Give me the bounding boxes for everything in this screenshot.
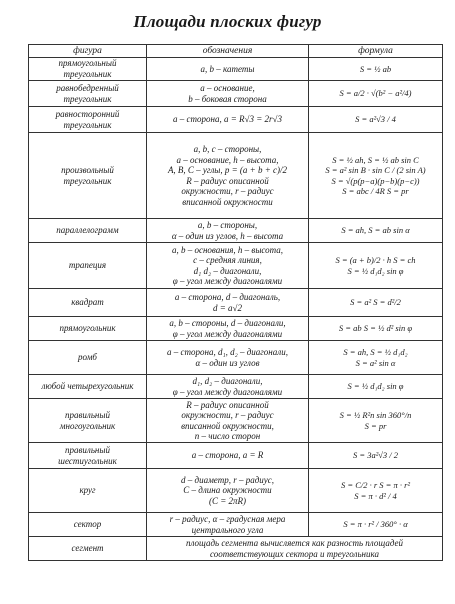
notation-cell — [147, 513, 309, 537]
notation-cell-line: окружности, r – радиус — [181, 410, 274, 420]
table-row — [29, 219, 443, 243]
notation-cell — [147, 133, 309, 219]
figure-cell — [29, 243, 147, 289]
figure-cell-line: правильный — [65, 409, 110, 420]
notation-cell-line: α – один из углов — [195, 357, 260, 368]
formula-cell — [309, 375, 443, 399]
figure-cell-line: многоугольник — [59, 420, 116, 431]
table-row — [29, 317, 443, 341]
notation-cell-line: d₁, d₂ – диагонали, — [192, 376, 263, 386]
formula-cell — [309, 341, 443, 375]
notation-cell-line: a – основание, — [200, 83, 255, 93]
notation-cell — [147, 317, 309, 341]
notation-cell-line: a – сторона, a = R√3 = 2r√3 — [173, 114, 282, 125]
notation-cell — [147, 375, 309, 399]
figure-cell: сегмент — [29, 537, 147, 561]
formula-cell — [309, 58, 443, 81]
notation-cell-line: C – длина окружности — [183, 485, 272, 496]
notation-cell-line: a, b – стороны, — [197, 220, 258, 230]
notation-cell-line: φ – угол между диагоналями — [172, 276, 283, 286]
figure-cell — [29, 469, 147, 513]
notation-cell-line: a, b – катеты — [200, 63, 255, 74]
figure-cell — [29, 133, 147, 219]
figure-cell — [29, 219, 147, 243]
figure-cell-line: квадрат — [71, 297, 104, 307]
notation-cell — [147, 243, 309, 289]
figure-cell-line: трапеция — [68, 260, 107, 270]
formula-cell-line: S = a² sin B · sin C / (2 sin A) — [325, 165, 426, 175]
formula-cell-line: S = ab S = ½ d² sin φ — [338, 323, 413, 334]
table-row — [29, 58, 443, 81]
figure-cell — [29, 58, 147, 81]
header-formula: формула — [309, 45, 443, 58]
formula-cell — [309, 513, 443, 537]
notation-cell-line: d₁ d₂ – диагонали, — [193, 265, 262, 276]
notation-cell-line: вписанной окружности, — [181, 420, 274, 431]
notation-cell — [147, 289, 309, 317]
notation-cell-line: a – сторона, a = R — [191, 450, 264, 461]
formula-cell — [309, 133, 443, 219]
figure-cell — [29, 107, 147, 133]
page-title: Площади плоских фигур — [133, 12, 322, 31]
table-header-row — [29, 45, 443, 58]
notation-cell — [147, 341, 309, 375]
notation-cell-line: (C = 2πR) — [208, 495, 247, 506]
formula-cell-line: S = ½ ah, S = ½ ab sin C — [332, 154, 419, 165]
table-row — [29, 341, 443, 375]
figure-cell-line: равносторонний — [55, 108, 120, 119]
formula-cell-line: S = pr — [364, 420, 387, 431]
formula-cell-line: S = ½ ab — [359, 63, 392, 74]
notation-cell-line: c – средняя линия, — [193, 255, 262, 265]
notation-cell-line: b – боковая сторона — [188, 93, 267, 104]
notation-cell-line: r – радиус, α – градусная мера — [169, 514, 286, 524]
figure-cell — [29, 513, 147, 537]
areas-table — [28, 44, 443, 561]
notation-cell-line: a, b, c – стороны, — [193, 144, 262, 154]
formula-cell-line: S = π · d² / 4 — [354, 490, 397, 501]
figure-cell — [29, 399, 147, 443]
figure-cell-line: любой четырехугольник — [41, 381, 134, 391]
notation-cell-line: a – сторона, d – диагональ, — [174, 292, 281, 302]
notation-cell — [147, 443, 309, 469]
notation-cell-line: d = a√2 — [212, 302, 242, 313]
notation-cell-line: n – число сторон — [194, 431, 261, 441]
notation-cell-line: d – диаметр, r – радиус, — [181, 474, 274, 485]
notation-cell-line: α – один из углов, h – высота — [171, 230, 284, 241]
figure-cell-line: сектор — [73, 519, 102, 529]
figure-cell-line: параллелограмм — [56, 225, 119, 235]
formula-cell — [309, 107, 443, 133]
formula-cell-line: S = ½ d₁d₂ sin φ — [347, 265, 404, 276]
table-row — [29, 81, 443, 107]
figure-cell-line: ромб — [78, 352, 97, 362]
notation-cell-line: a, b – основания, h – высота, — [171, 244, 284, 255]
notation-cell — [147, 58, 309, 81]
figure-cell — [29, 289, 147, 317]
figure-cell-line: круг — [79, 485, 96, 495]
table-row-segment — [29, 537, 443, 561]
formula-cell-line: S = (a + b)/2 · h S = ch — [335, 255, 416, 265]
formula-cell-line: S = ah, S = ab sin α — [341, 225, 410, 236]
figure-cell-line: равнобедренный — [56, 82, 119, 93]
notation-cell-line: a, b – стороны, d – диагонали, — [169, 318, 286, 328]
table-row — [29, 107, 443, 133]
figure-cell — [29, 375, 147, 399]
formula-cell — [309, 243, 443, 289]
notation-cell-line: окружности, r – радиус — [181, 186, 274, 196]
formula-cell-line: S = a² S = d²/2 — [350, 297, 401, 308]
formula-cell-line: S = 3a²√3 / 2 — [352, 450, 399, 461]
notation-cell — [147, 469, 309, 513]
figure-cell-line: прямоугольный — [58, 58, 117, 68]
header-notation: обозначения — [147, 45, 309, 58]
segment-description — [147, 537, 443, 561]
figure-cell — [29, 341, 147, 375]
table-body — [29, 58, 443, 561]
notation-cell-line: R – радиус описанной — [186, 399, 269, 410]
figure-cell-line: треугольник — [63, 119, 112, 130]
formula-cell — [309, 317, 443, 341]
table-row — [29, 399, 443, 443]
figure-cell-line: произвольный — [61, 164, 114, 175]
notation-cell-line: φ – угол между диагоналями — [172, 386, 283, 397]
formula-cell-line: S = C/2 · r S = π · r² — [340, 480, 411, 490]
formula-cell — [309, 219, 443, 243]
notation-cell-line: вписанной окружности — [182, 196, 273, 207]
table-row — [29, 133, 443, 219]
notation-cell — [147, 399, 309, 443]
notation-cell-line: φ – угол между диагоналями — [172, 328, 283, 339]
segment-description-line: площадь сегмента вычисляется как разность площадей — [185, 537, 404, 548]
formula-cell-line: S = π · r² / 360° · α — [343, 519, 408, 530]
formula-cell — [309, 469, 443, 513]
notation-cell — [147, 81, 309, 107]
figure-cell-line: правильный — [65, 444, 110, 455]
formula-cell-line: S = ½ R²n sin 360°/n — [339, 410, 412, 420]
figure-cell-line: шестиугольник — [58, 455, 117, 466]
table-row — [29, 375, 443, 399]
notation-cell-line: центрального угла — [191, 524, 264, 535]
formula-cell-line: S = ½ d₁d₂ sin φ — [347, 381, 404, 392]
formula-cell — [309, 443, 443, 469]
table-row — [29, 513, 443, 537]
formula-cell-line: S = abc / 4R S = pr — [342, 186, 409, 196]
formula-cell-line: S = √(p(p−a)(p−b)(p−c)) — [331, 175, 420, 186]
table-row — [29, 443, 443, 469]
table-row — [29, 469, 443, 513]
segment-description-line: соответствующих сектора и треугольника — [209, 548, 380, 559]
formula-cell-line: S = a² sin α — [355, 357, 396, 368]
formula-cell — [309, 399, 443, 443]
figure-cell-line: прямоугольник — [59, 323, 116, 333]
figure-cell-line: треугольник — [63, 93, 112, 104]
notation-cell — [147, 219, 309, 243]
figure-cell — [29, 317, 147, 341]
figure-cell-line: треугольник — [63, 69, 112, 79]
table-row — [29, 243, 443, 289]
figure-cell-line: треугольник — [63, 175, 112, 186]
figure-cell — [29, 81, 147, 107]
table-row — [29, 289, 443, 317]
formula-cell-line: S = a/2 · √(b² − a²/4) — [339, 88, 412, 99]
notation-cell-line: A, B, C – углы, p = (a + b + c)/2 — [167, 165, 288, 175]
notation-cell-line: R – радиус описанной — [186, 175, 269, 186]
formula-cell-line: S = a²√3 / 4 — [355, 114, 396, 125]
formula-cell — [309, 81, 443, 107]
notation-cell-line: a – сторона, d₁, d₂ – диагонали, — [167, 347, 288, 357]
notation-cell-line: a – основание, h – высота, — [176, 154, 279, 165]
header-figure: фигура — [29, 45, 147, 58]
notation-cell — [147, 107, 309, 133]
formula-cell-line: S = ah, S = ½ d₁d₂ — [343, 347, 408, 357]
figure-cell — [29, 443, 147, 469]
formula-cell — [309, 289, 443, 317]
